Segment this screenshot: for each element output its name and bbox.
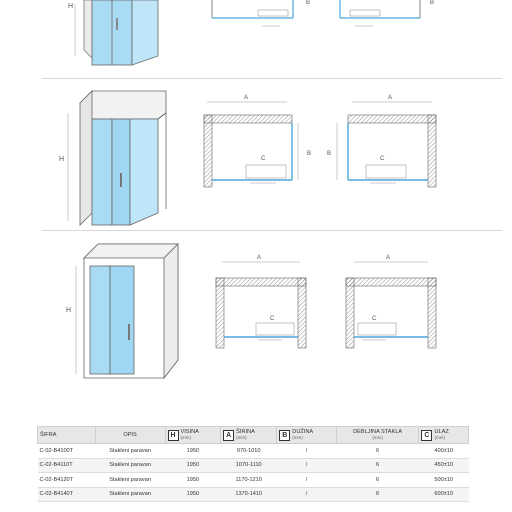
shower-3d-illustration [66, 244, 178, 378]
col-desc: OPIS [95, 427, 165, 444]
height-badge: H [168, 430, 179, 441]
section-divider [42, 230, 502, 231]
panel-corner-model-top [0, 0, 512, 80]
entry-badge: C [421, 430, 432, 441]
height-label: H [59, 156, 65, 163]
depth-label: B [327, 151, 332, 157]
plan-view-left [216, 255, 306, 348]
width-badge: A [223, 430, 234, 441]
plan-view-right [340, 0, 434, 26]
table-row: C-02-B4140T Stakleni paravan 1950 1370-1410 / 6 600±10 [38, 487, 469, 502]
col-thickness: DEBLJINA STAKLA (mm) [336, 427, 419, 444]
table-header-row [38, 427, 469, 444]
height-label: H [66, 307, 72, 314]
depth-label: B [306, 0, 311, 6]
plan-view-right [327, 95, 436, 187]
depth-label: B [430, 0, 435, 6]
shower-3d-illustration [59, 91, 166, 225]
col-depth: B DUŽINA (mm) [277, 427, 336, 444]
width-label: A [386, 255, 391, 261]
height-label: H [68, 3, 74, 10]
plan-view-right [346, 255, 436, 348]
col-width: A ŠIRINA (mm) [221, 427, 277, 444]
shower-3d-illustration [68, 0, 158, 65]
plan-view-left [212, 0, 310, 26]
width-label: A [388, 95, 393, 101]
width-label: A [257, 255, 262, 261]
table-row: C-02-B4100T Stakleni paravan 1950 970-1010 / 6 400±10 [38, 444, 469, 459]
col-height: H VISINA (mm) [165, 427, 221, 444]
col-entry: C ULAZ (mm) [419, 427, 469, 444]
entry-label: C [261, 156, 266, 162]
depth-badge: B [279, 430, 290, 441]
width-label: A [244, 95, 249, 101]
plan-view-left [204, 95, 311, 187]
entry-label: C [270, 316, 275, 322]
entry-label: C [372, 316, 377, 322]
panel-niche-model [0, 236, 512, 386]
table-row: C-02-B4120T Stakleni paravan 1950 1170-1210 / 6 500±10 [38, 473, 469, 488]
entry-label: C [380, 156, 385, 162]
col-code: ŠIFRA [38, 427, 96, 444]
depth-label: B [307, 151, 312, 157]
table-row: C-02-B4110T Stakleni paravan 1950 1070-1110 / 6 450±10 [38, 458, 469, 473]
section-divider [42, 78, 502, 79]
spec-table [37, 426, 469, 502]
panel-corner-model [0, 85, 512, 230]
